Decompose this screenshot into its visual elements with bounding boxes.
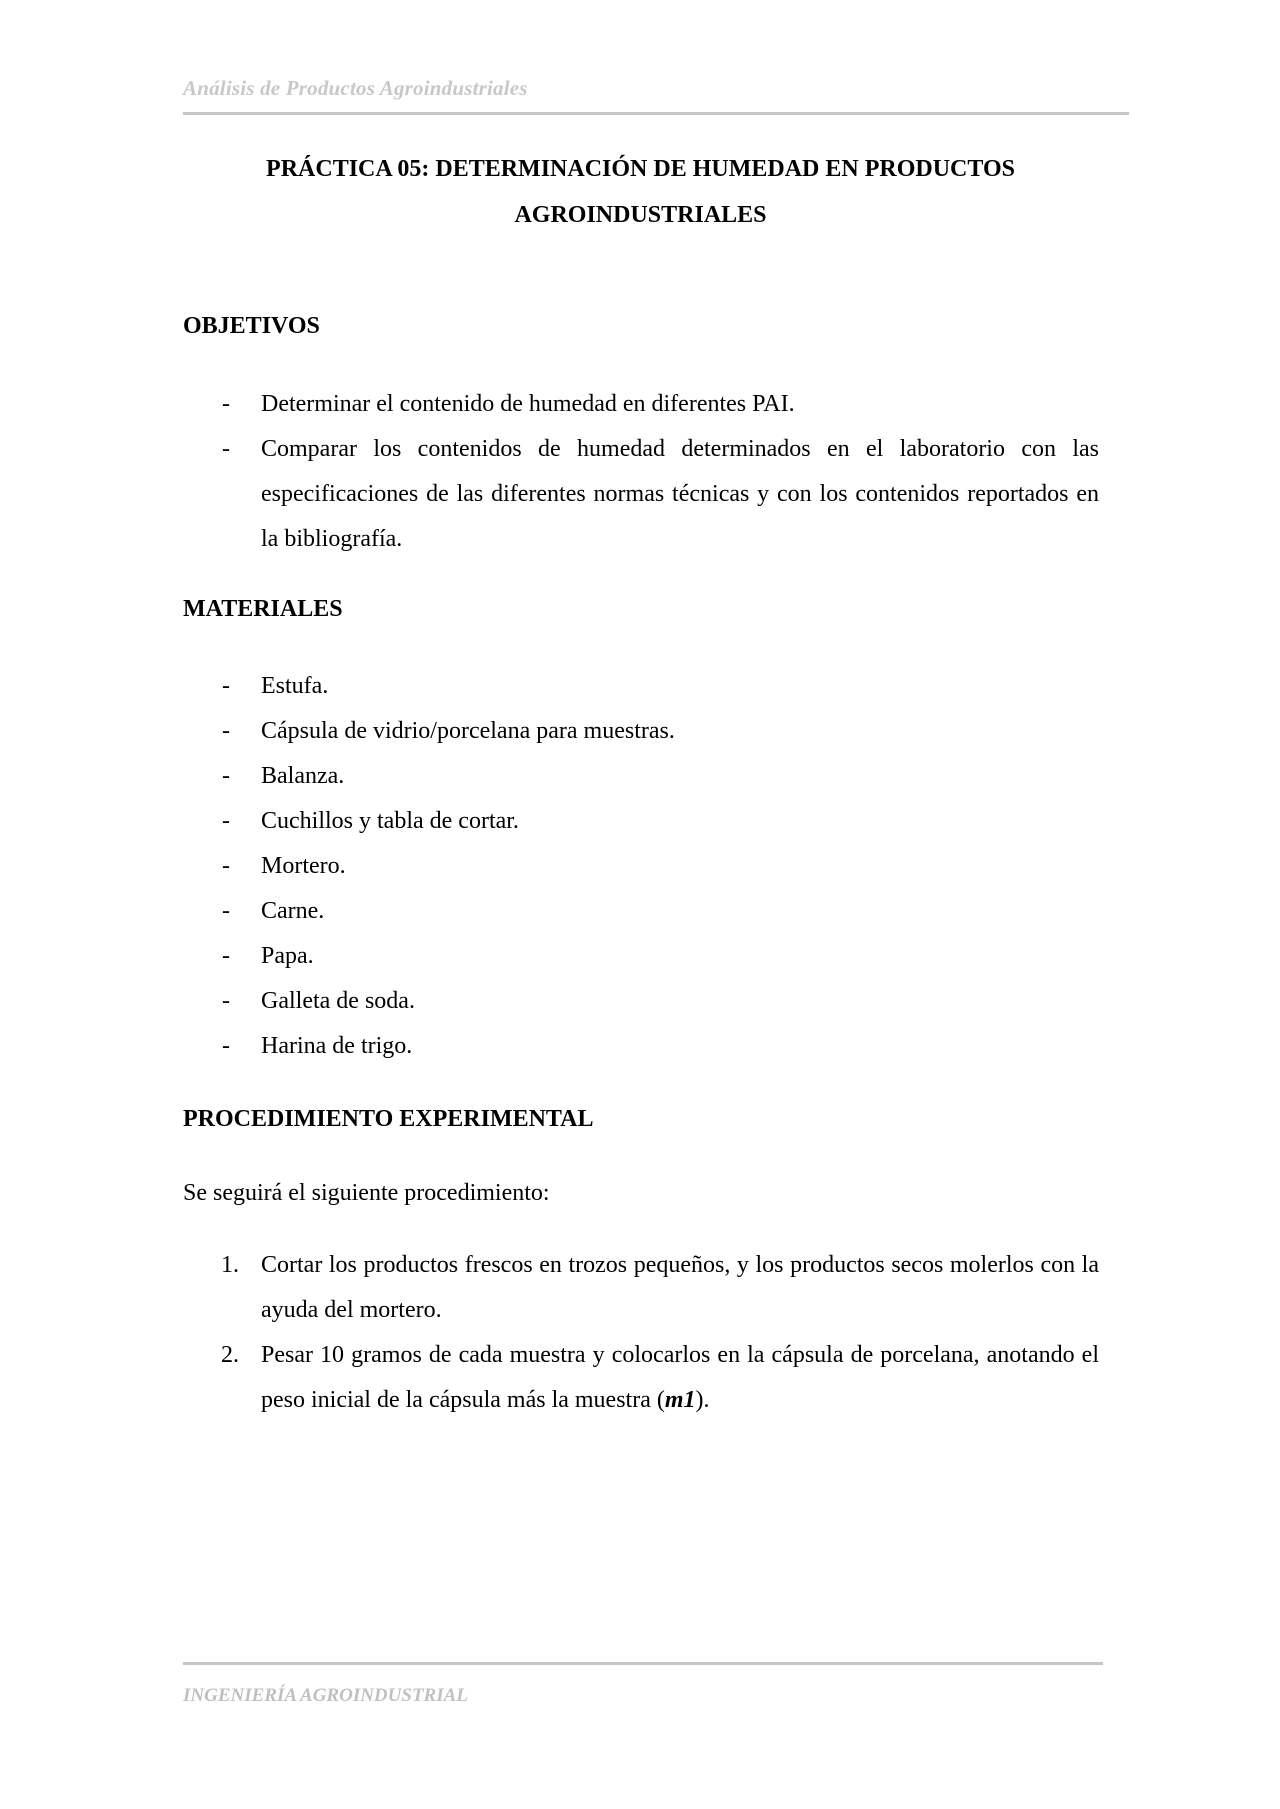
list-item-text: Harina de trigo. bbox=[261, 1033, 413, 1059]
list-item bbox=[183, 664, 1099, 709]
list-item-text: Carne. bbox=[261, 898, 325, 924]
list-marker: - bbox=[222, 943, 230, 969]
list-item bbox=[183, 382, 1099, 427]
section-heading-materiales: MATERIALES bbox=[183, 596, 343, 622]
step-number: 1. bbox=[221, 1252, 239, 1278]
list-item bbox=[183, 844, 1099, 889]
running-header: Análisis de Productos Agroindustriales bbox=[183, 76, 528, 100]
list-marker: - bbox=[222, 673, 230, 699]
practice-title bbox=[183, 146, 1098, 238]
list-item-text: Cuchillos y tabla de cortar. bbox=[261, 808, 519, 834]
procedimiento-steps bbox=[183, 1243, 1099, 1423]
step-text-after: ). bbox=[695, 1387, 710, 1413]
materiales-list bbox=[183, 664, 1099, 1069]
list-item bbox=[183, 799, 1099, 844]
step-text bbox=[261, 1342, 1099, 1413]
list-item-text: Determinar el contenido de humedad en diferentes PAI. bbox=[261, 391, 795, 417]
list-item-text: Comparar los contenidos de humedad determinados en el laboratorio con las especificaciones de las diferentes normas técnicas y con los contenidos reportados en la bibliografía. bbox=[261, 436, 1099, 552]
list-marker: - bbox=[222, 391, 230, 417]
step-text: Cortar los productos frescos en trozos pequeños, y los productos secos molerlos con la ayuda del mortero. bbox=[261, 1252, 1099, 1323]
objetivos-list bbox=[183, 382, 1099, 562]
list-marker: - bbox=[222, 763, 230, 789]
list-marker: - bbox=[222, 853, 230, 879]
step-text-before: Pesar 10 gramos de cada muestra y colocarlos en la cápsula de porcelana, anotando el peso inicial de la cápsula más la muestra ( bbox=[261, 1342, 1099, 1413]
list-marker: - bbox=[222, 436, 230, 462]
footer-divider bbox=[183, 1662, 1103, 1665]
list-item bbox=[183, 979, 1099, 1024]
list-marker: - bbox=[222, 808, 230, 834]
list-item-text: Papa. bbox=[261, 943, 314, 969]
list-item-text: Galleta de soda. bbox=[261, 988, 415, 1014]
list-item bbox=[183, 1243, 1099, 1333]
list-item bbox=[183, 709, 1099, 754]
list-item bbox=[183, 754, 1099, 799]
list-item-text: Mortero. bbox=[261, 853, 346, 879]
list-item bbox=[183, 1333, 1099, 1423]
list-marker: - bbox=[222, 718, 230, 744]
list-marker: - bbox=[222, 1033, 230, 1059]
title-line-2: AGROINDUSTRIALES bbox=[514, 202, 767, 228]
header-divider bbox=[183, 112, 1129, 115]
list-marker: - bbox=[222, 988, 230, 1014]
section-heading-procedimiento: PROCEDIMIENTO EXPERIMENTAL bbox=[183, 1106, 594, 1132]
running-footer: INGENIERÍA AGROINDUSTRIAL bbox=[183, 1685, 468, 1706]
list-item bbox=[183, 427, 1099, 562]
list-item-text: Cápsula de vidrio/porcelana para muestras. bbox=[261, 718, 675, 744]
mass-variable: m1 bbox=[664, 1387, 696, 1413]
title-line-1: PRÁCTICA 05: DETERMINACIÓN DE HUMEDAD EN PRODUCTOS bbox=[266, 156, 1015, 182]
procedimiento-intro: Se seguirá el siguiente procedimiento: bbox=[183, 1180, 550, 1206]
list-item bbox=[183, 934, 1099, 979]
section-heading-objetivos: OBJETIVOS bbox=[183, 313, 320, 339]
list-item bbox=[183, 1024, 1099, 1069]
list-marker: - bbox=[222, 898, 230, 924]
list-item-text: Balanza. bbox=[261, 763, 345, 789]
step-number: 2. bbox=[221, 1342, 239, 1368]
list-item bbox=[183, 889, 1099, 934]
list-item-text: Estufa. bbox=[261, 673, 329, 699]
